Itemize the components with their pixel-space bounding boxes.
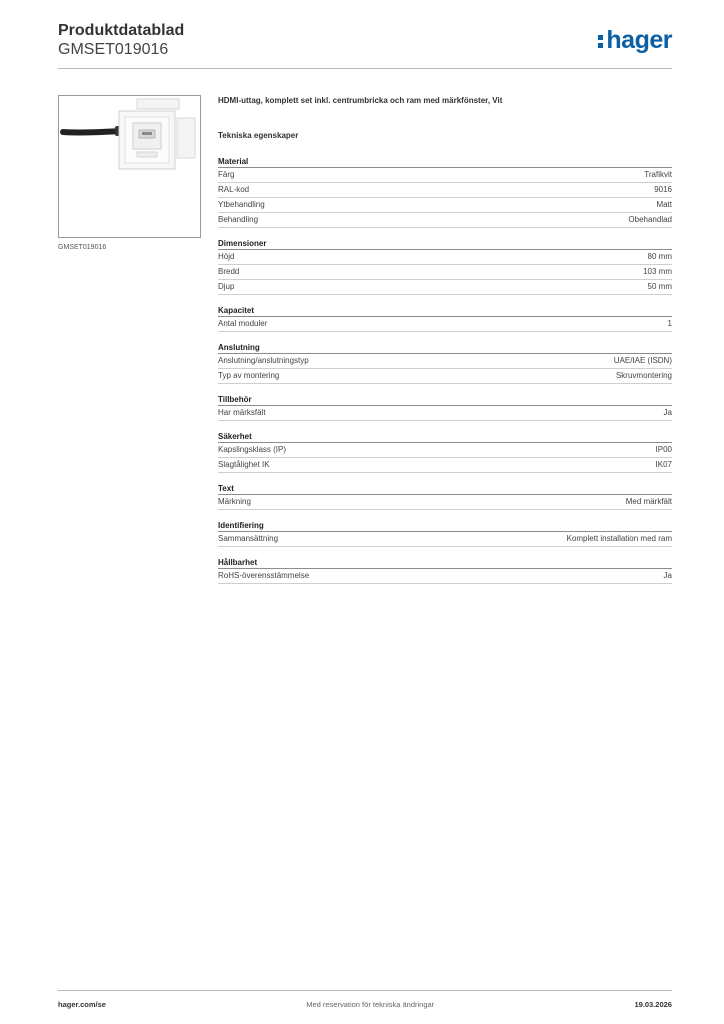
spec-group-accessories: [218, 393, 672, 421]
spec-row: [218, 458, 672, 473]
group-title: Kapacitet: [218, 304, 672, 317]
spec-label: Anslutning/anslutningstyp: [218, 356, 309, 365]
group-title: Säkerhet: [218, 430, 672, 443]
spec-label: Kapslingsklass (IP): [218, 445, 287, 454]
spec-value: Trafikvit: [644, 170, 672, 179]
spec-group-identification: [218, 519, 672, 547]
specifications-table: [218, 155, 672, 593]
footer-date: 19.03.2026: [634, 1000, 672, 1009]
hdmi-socket-image: [59, 96, 201, 238]
spec-value: Komplett installation med ram: [566, 534, 672, 543]
footer-disclaimer: Med reservation för tekniska ändringar: [306, 1000, 435, 1009]
spec-row: [218, 280, 672, 295]
spec-label: RAL-kod: [218, 185, 250, 194]
logo-text: hager: [606, 26, 672, 54]
spec-value: 9016: [654, 185, 672, 194]
group-title: Text: [218, 482, 672, 495]
spec-value: Obehandlad: [628, 215, 672, 224]
product-code: GMSET019016: [58, 41, 169, 58]
image-caption: GMSET019016: [58, 244, 107, 251]
document-title: Produktdatablad: [58, 22, 185, 39]
spec-label: Slagtålighet IK: [218, 460, 270, 469]
spec-label: Märkning: [218, 497, 251, 506]
spec-row: [218, 532, 672, 547]
spec-value: IK07: [655, 460, 672, 469]
spec-label: RoHS-överensstämmelse: [218, 571, 310, 580]
spec-group-safety: [218, 430, 672, 473]
spec-row: [218, 250, 672, 265]
spec-label: Sammansättning: [218, 534, 279, 543]
spec-value: Ja: [663, 408, 672, 417]
spec-value: 103 mm: [643, 267, 672, 276]
spec-value: Med märkfält: [625, 497, 672, 506]
hager-logo: [598, 26, 672, 54]
spec-row: [218, 317, 672, 332]
spec-label: Ytbehandling: [218, 200, 265, 209]
spec-value: Matt: [656, 200, 672, 209]
spec-group-dimensions: [218, 237, 672, 295]
spec-value: Skruvmontering: [615, 371, 672, 380]
spec-row: [218, 569, 672, 584]
group-title: Tillbehör: [218, 393, 672, 406]
spec-value: 80 mm: [647, 252, 672, 261]
logo-colon-mark: [598, 33, 604, 49]
spec-row: [218, 168, 672, 183]
group-title: Dimensioner: [218, 237, 672, 250]
spec-row: [218, 213, 672, 228]
product-description: HDMI-uttag, komplett set inkl. centrumbricka och ram med märkfönster, Vit: [218, 96, 503, 105]
spec-row: [218, 369, 672, 384]
page-header: [58, 22, 672, 69]
spec-row: [218, 198, 672, 213]
spec-value: 1: [667, 319, 672, 328]
group-title: Material: [218, 155, 672, 168]
footer-website: hager.com/se: [58, 1000, 106, 1009]
technical-properties-heading: Tekniska egenskaper: [218, 131, 299, 140]
spec-row: [218, 265, 672, 280]
spec-group-connection: [218, 341, 672, 384]
page-footer: [58, 990, 672, 1009]
spec-row: [218, 183, 672, 198]
group-title: Anslutning: [218, 341, 672, 354]
spec-value: IP00: [655, 445, 672, 454]
spec-value: Ja: [663, 571, 672, 580]
spec-label: Typ av montering: [218, 371, 280, 380]
spec-row: [218, 354, 672, 369]
spec-row: [218, 443, 672, 458]
spec-value: 50 mm: [647, 282, 672, 291]
spec-label: Behandling: [218, 215, 259, 224]
spec-group-capacity: [218, 304, 672, 332]
spec-label: Höjd: [218, 252, 235, 261]
spec-value: UAE/IAE (ISDN): [613, 356, 672, 365]
spec-row: [218, 406, 672, 421]
spec-label: Bredd: [218, 267, 240, 276]
spec-label: Har märksfält: [218, 408, 266, 417]
spec-label: Djup: [218, 282, 235, 291]
spec-group-material: [218, 155, 672, 228]
spec-label: Antal moduler: [218, 319, 268, 328]
group-title: Identifiering: [218, 519, 672, 532]
spec-row: [218, 495, 672, 510]
group-title: Hållbarhet: [218, 556, 672, 569]
spec-group-text: [218, 482, 672, 510]
spec-group-sustainability: [218, 556, 672, 584]
spec-label: Färg: [218, 170, 235, 179]
product-image: [58, 95, 201, 238]
